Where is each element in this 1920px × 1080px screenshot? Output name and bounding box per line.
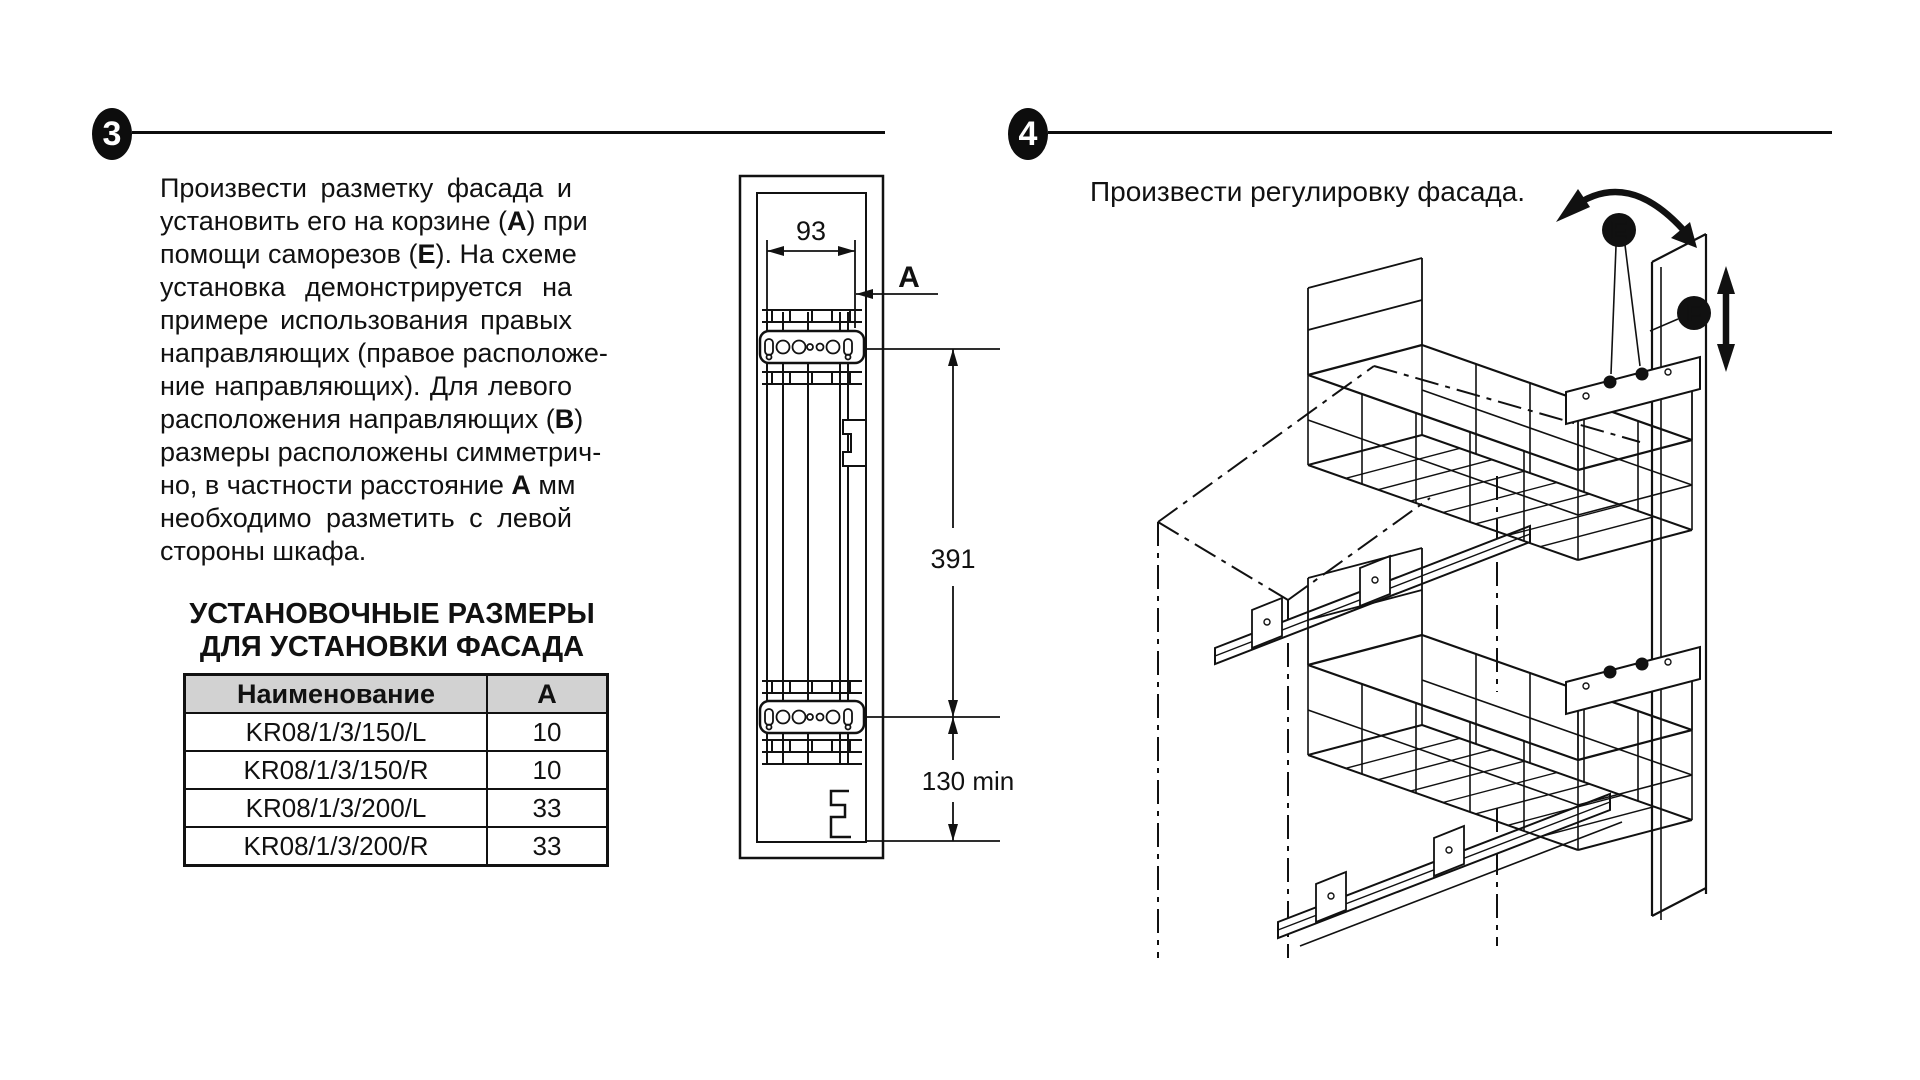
basket-wire: [1308, 375, 1578, 470]
lower-mounting-plate: [1566, 647, 1700, 760]
table-header-row: [185, 675, 608, 714]
table-row: [185, 789, 608, 827]
paragraph-line: Произвести разметку фасада и: [160, 173, 572, 203]
paragraph-line: ние направляющих). Для левого: [160, 371, 572, 401]
table-title: [172, 598, 612, 664]
paragraph-line: установить его на корзине (A) при: [160, 206, 588, 236]
table-cell: 10: [487, 751, 608, 789]
paragraph-line: расположения направляющих (B): [160, 404, 584, 434]
dim-A-label: A: [898, 261, 920, 294]
table-row: [185, 713, 608, 751]
dim-93-label: 93: [795, 216, 827, 246]
basket-wire: [1308, 710, 1578, 805]
basket-wire: [1308, 665, 1578, 760]
table-row: [185, 751, 608, 789]
table-cell: KR08/1/3/150/R: [185, 751, 488, 789]
table-header-cell: А: [487, 675, 608, 714]
upper-slide-rail: [1215, 526, 1530, 664]
screw: [1604, 666, 1617, 679]
basket-wire: [1308, 420, 1578, 515]
table-cell: 10: [487, 713, 608, 751]
fascia-panel: [1652, 234, 1706, 920]
step-4-title: Произвести регулировку фасада.: [1090, 176, 1526, 207]
table-header-cell: Наименование: [185, 675, 488, 714]
facade-dimensions-table: [183, 673, 609, 867]
mounting-plate-top: [760, 331, 864, 363]
label-F-text: F: [1686, 300, 1702, 328]
paragraph-line: помощи саморезов (E). На схеме: [160, 239, 577, 269]
mid-bracket: [843, 420, 866, 466]
basket-wire: [1578, 530, 1692, 560]
bottom-hook: [831, 791, 851, 837]
paragraph-line: направляющих (правое расположе-: [160, 338, 608, 368]
dim-391-label: 391: [930, 544, 976, 574]
paragraph-line: примере использования правых: [160, 305, 572, 335]
paragraph-line: установка демонстрируется на: [160, 272, 572, 302]
paragraph-line: но, в частности расстояние A мм: [160, 470, 576, 500]
table-cell: KR08/1/3/200/L: [185, 789, 488, 827]
label-E-text: E: [1610, 217, 1628, 245]
basket-wire: [1308, 345, 1422, 375]
table-title-line2: ДЛЯ УСТАНОВКИ ФАСАДА: [199, 631, 585, 663]
table-cell: 33: [487, 827, 608, 866]
screw: [1636, 368, 1649, 381]
paragraph-line: размеры расположены симметрич-: [160, 437, 602, 467]
step-4-badge: 4: [1008, 108, 1048, 160]
cabinet-side-panel-outline: [740, 176, 883, 858]
screw: [1604, 376, 1617, 389]
dim-391: [864, 349, 1000, 717]
upper-basket-rear-frame: [1308, 258, 1422, 375]
table-cell: KR08/1/3/200/R: [185, 827, 488, 866]
cabinet-outline: [1158, 366, 1640, 958]
step-4-divider-line: [1048, 131, 1832, 134]
table-row: [185, 827, 608, 866]
basket-wire: [1540, 517, 1654, 547]
paragraph-line: стороны шкафа.: [160, 536, 367, 566]
paragraph-line: необходимо разметить с левой: [160, 503, 572, 533]
facade-marking-diagram: [700, 120, 1045, 880]
basket-wires: [767, 312, 848, 764]
table-cell: 33: [487, 789, 608, 827]
step-3-paragraph: [160, 172, 608, 568]
basket-wire: [1578, 820, 1692, 850]
table-cell: KR08/1/3/150/L: [185, 713, 488, 751]
dim-130min-label: 130 min: [921, 766, 1015, 796]
mounting-plate-bottom: [760, 701, 864, 733]
upper-mounting-plate: [1566, 357, 1700, 470]
basket-wire: [1308, 635, 1422, 665]
dim-A: [856, 289, 938, 299]
facade-adjustment-diagram: [1040, 150, 1885, 970]
step-3-badge: 3: [92, 108, 132, 160]
vertical-adjust-arrow-icon: [1717, 266, 1735, 372]
screw: [1636, 658, 1649, 671]
lower-slide-rail: [1278, 794, 1622, 946]
leader-line: [1611, 245, 1678, 374]
table-title-line1: УСТАНОВОЧНЫЕ РАЗМЕРЫ: [189, 598, 595, 630]
